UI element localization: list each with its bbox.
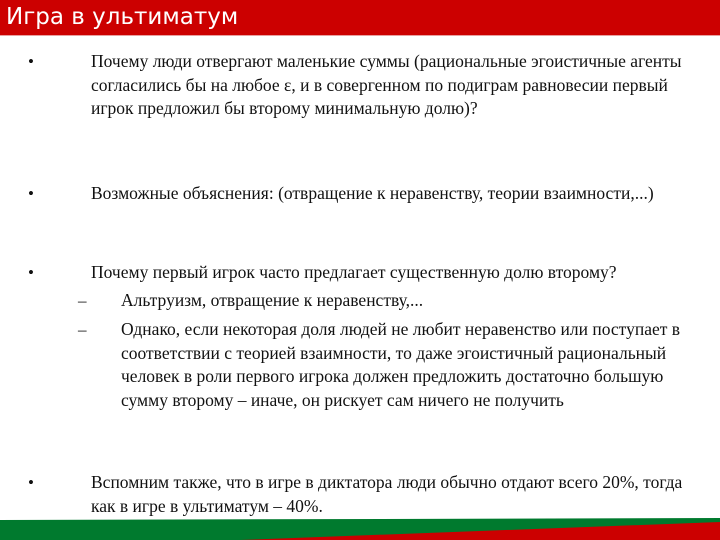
bullet-point-2: Возможные объяснения: (отвращение к неравенству, теории взаимности,...)	[91, 183, 654, 203]
bullet-point-1: Почему люди отвергают маленькие суммы (рациональные эгоистичные агенты согласились бы на любое ε, и в совергенном по подиграм равновесии первый игрок предложил бы второму минимальную долю)?	[91, 51, 682, 118]
bullet-marker: •	[28, 473, 34, 492]
sub-point-2: Однако, если некоторая доля людей не любит неравенство или поступает в соответствии с теорией взаимности, то даже эгоистичный рациональный человек в роли первого игрока должен предложить достаточно большую сумму второму – иначе, он рискует сам ничего не получить	[121, 319, 681, 410]
bullet-marker: •	[28, 263, 34, 282]
dash-marker: –	[78, 320, 87, 339]
bullet-marker: •	[28, 52, 34, 71]
sub-point-1: Альтруизм, отвращение к неравенству,...	[121, 290, 424, 310]
decorative-bottom-strip	[0, 518, 720, 540]
bullet-point-3: Почему первый игрок часто предлагает существенную долю второму?	[91, 262, 617, 282]
bullet-point-4: Вспомним также, что в игре в диктатора люди обычно отдают всего 20%, тогда как в игре в ультиматум – 40%.	[91, 472, 683, 516]
bullet-marker: •	[28, 184, 34, 203]
slide-title: Игра в ультиматум	[6, 4, 239, 30]
dash-marker: –	[78, 291, 87, 310]
